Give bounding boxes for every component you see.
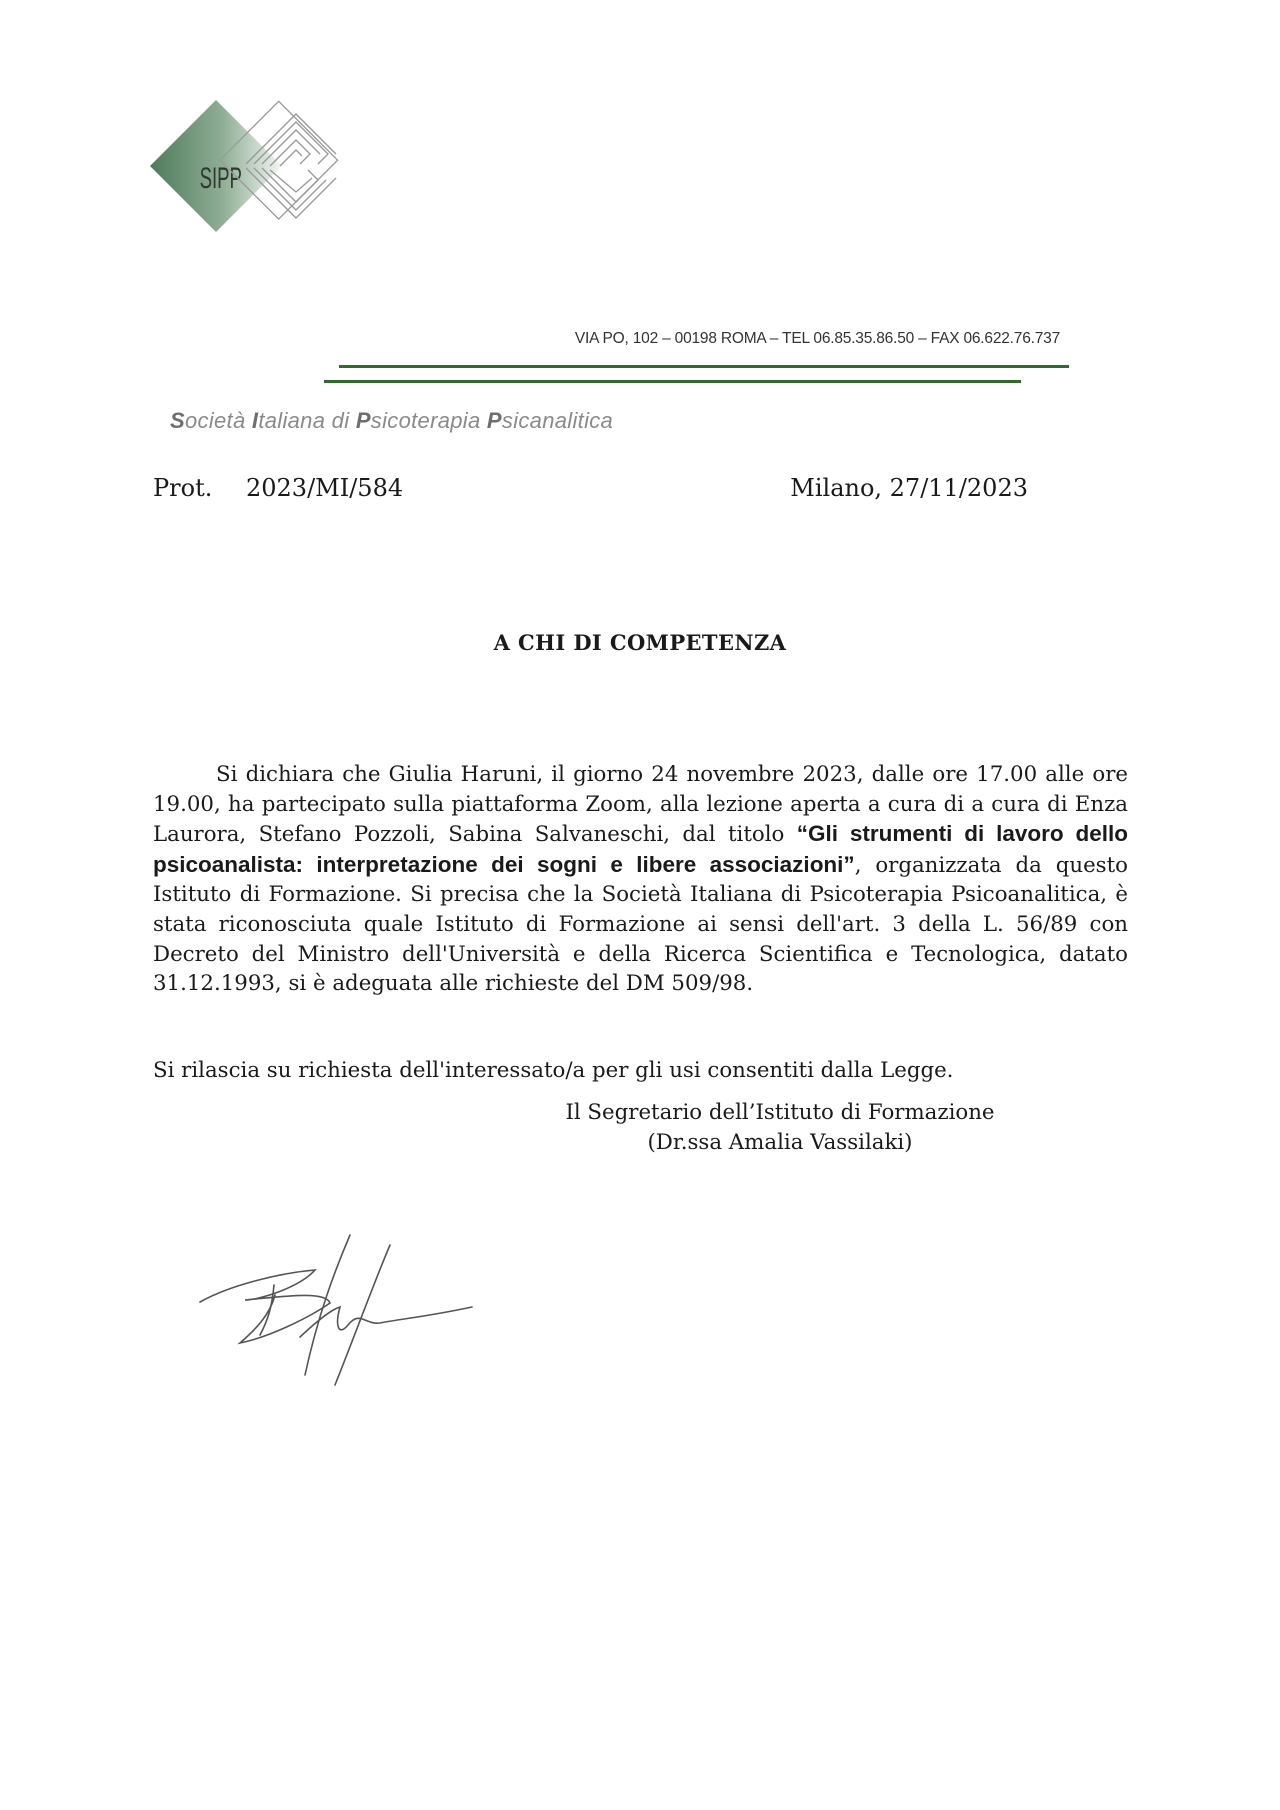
society-word: ocietà — [184, 408, 252, 433]
place-date: Milano, 27/11/2023 — [790, 474, 1028, 502]
letterhead-rule-bottom — [324, 380, 1021, 383]
declaration-body — [153, 760, 1128, 999]
handwritten-signature — [190, 1225, 490, 1405]
declaration-paragraph — [153, 760, 1128, 999]
release-statement: Si rilascia su richiesta dell'interessato/a per gli usi consentiti dalla Legge. — [153, 1058, 954, 1083]
society-initial: P — [355, 408, 371, 433]
sipp-logo-icon — [150, 88, 350, 248]
society-name — [170, 408, 613, 434]
lecture-title: “Gli strumenti di lavoro dello psicoanalista: interpretazione dei sogni e libere associazioni” — [153, 821, 1128, 877]
declaration-text-start: Si dichiara che Giulia Haruni, il giorno 24 novembre 2023, dalle ore 17.00 alle ore 19.00, ha partecipato sulla piattaforma Zoom, alla lezione aperta a cura di a cura di Enza Laurora, Stefano Pozzoli, Sabina Salvaneschi, dal titolo — [153, 762, 1128, 848]
protocol-label: Prot. — [153, 474, 213, 502]
letterhead-rule-top — [339, 365, 1069, 368]
society-word: sicoterapia — [370, 408, 487, 433]
document-heading: A CHI DI COMPETENZA — [493, 630, 787, 655]
protocol-number: 2023/MI/584 — [246, 474, 404, 502]
declaration-text-end: , organizzata da questo Istituto di Formazione. Si precisa che la Società Italiana di Psicoterapia Psicoanalitica, è stata riconosciuta quale Istituto di Formazione ai sensi dell'art. 3 della L. 56/89 con Decreto del Ministro dell'Università e della Ricerca Scientifica e Tecnologica, datato 31.12.1993, si è adeguata alle richieste del DM 509/98. — [153, 852, 1128, 997]
signature-icon — [190, 1225, 490, 1405]
reference-row — [153, 474, 1028, 510]
signatory-name: (Dr.ssa Amalia Vassilaki) — [647, 1130, 913, 1155]
signatory-block — [520, 1098, 1040, 1158]
society-word: sicanalitica — [501, 408, 614, 433]
society-initial: P — [486, 408, 502, 433]
sipp-logo — [150, 88, 350, 248]
society-initial: S — [170, 408, 185, 433]
society-word: taliana di — [258, 408, 356, 433]
signatory-role: Il Segretario dell’Istituto di Formazione — [565, 1100, 995, 1125]
letterhead-address: VIA PO, 102 – 00198 ROMA – TEL 06.85.35.86.50 – FAX 06.622.76.737 — [574, 330, 1060, 347]
society-initial: I — [251, 408, 259, 433]
svg-text:SIPP: SIPP — [199, 161, 242, 196]
